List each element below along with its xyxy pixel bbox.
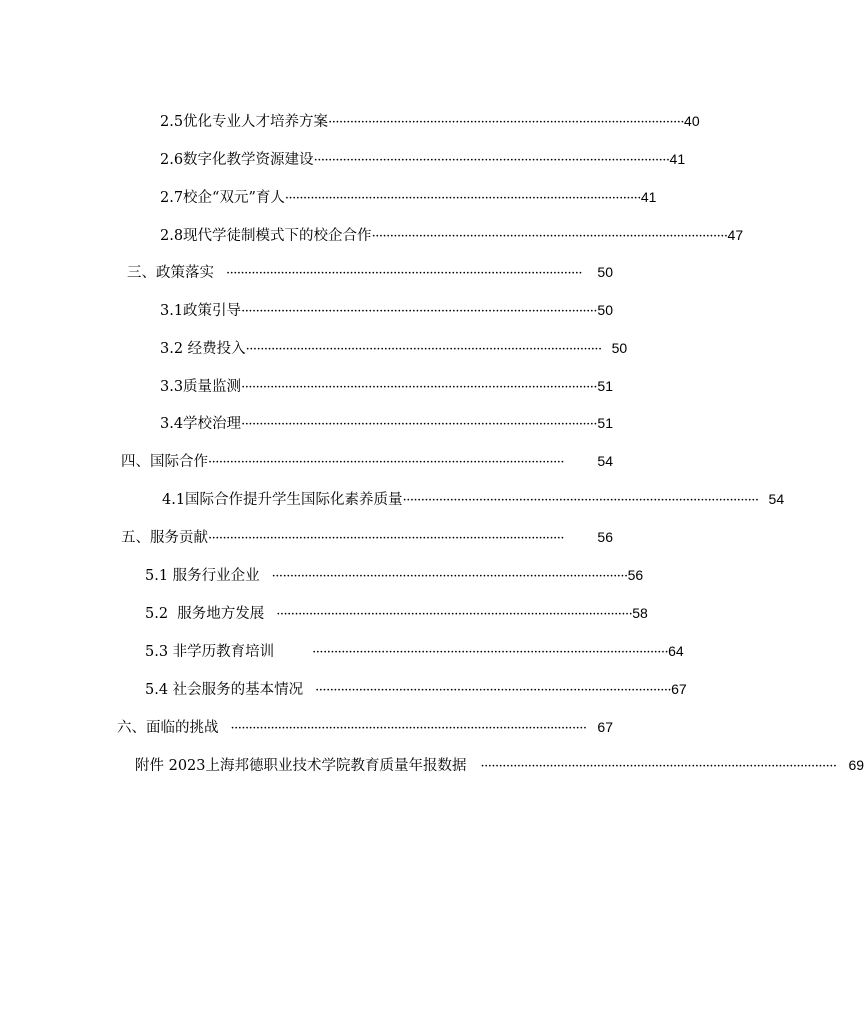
toc-page-number: 40 bbox=[684, 113, 700, 129]
toc-entry-label: 5.4 社会服务的基本情况 bbox=[145, 682, 304, 698]
toc-entry-label: 附件 2023上海邦德职业技术学院教育质量年报数据 bbox=[135, 758, 467, 774]
toc-page-number: 54 bbox=[768, 491, 785, 507]
toc-leader-dots: ·································································································· bbox=[208, 531, 564, 546]
toc-page-number: 64 bbox=[668, 643, 684, 659]
toc-entry-label: 2.8现代学徒制模式下的校企合作 bbox=[160, 228, 372, 244]
toc-page-number: 69 bbox=[848, 757, 864, 773]
toc-leader-dots: ·································································································· bbox=[402, 493, 759, 508]
toc-entry-label: 3.3质量监测 bbox=[160, 379, 242, 395]
toc-entry-label: 五、服务贡献 bbox=[121, 530, 208, 546]
toc-page-number: 54 bbox=[597, 453, 613, 469]
toc-entry-2-7[interactable] bbox=[160, 187, 657, 209]
toc-entry-label: 四、国际合作 bbox=[121, 454, 208, 470]
toc-entry-label: 3.2 经费投入 bbox=[160, 341, 246, 357]
toc-entry-label: 4.1国际合作提升学生国际化素养质量 bbox=[162, 492, 403, 508]
toc-entry-label: 三、政策落实 bbox=[127, 265, 214, 281]
toc-page-number: 50 bbox=[597, 302, 613, 318]
toc-entry-label: 2.5优化专业人才培养方案 bbox=[160, 114, 329, 130]
toc-entry-label: 2.7校企“双元”育人 bbox=[160, 190, 285, 206]
toc-entry-label: 2.6数字化教学资源建设 bbox=[160, 152, 314, 168]
toc-entry-section-4[interactable] bbox=[121, 451, 613, 473]
toc-entry-5-3[interactable] bbox=[145, 641, 684, 663]
toc-entry-label: 5.3 非学历教育培训 bbox=[145, 644, 275, 660]
toc-leader-dots: ·································································································· bbox=[480, 759, 837, 774]
toc-entry-4-1[interactable] bbox=[162, 489, 785, 511]
toc-entry-5-2[interactable] bbox=[145, 603, 648, 625]
toc-entry-3-3[interactable] bbox=[160, 376, 613, 398]
toc-entry-label: 3.4学校治理 bbox=[160, 416, 242, 432]
toc-entry-section-6[interactable] bbox=[117, 717, 613, 739]
toc-leader-dots: ·································································································· bbox=[313, 153, 670, 168]
toc-page-number: 51 bbox=[597, 415, 613, 431]
toc-leader-dots: ·································································································· bbox=[315, 683, 672, 698]
toc-entry-2-5[interactable] bbox=[160, 111, 700, 133]
toc-entry-label: 3.1政策引导 bbox=[160, 303, 242, 319]
toc-entry-label: 六、面临的挑战 bbox=[117, 720, 219, 736]
toc-leader-dots: ·································································································· bbox=[245, 342, 602, 357]
toc-page-number: 50 bbox=[611, 340, 628, 356]
toc-leader-dots: ·································································································· bbox=[276, 607, 633, 622]
toc-leader-dots: ·································································································· bbox=[230, 721, 587, 736]
toc-entry-2-8[interactable] bbox=[160, 225, 744, 247]
toc-entry-5-1[interactable] bbox=[145, 565, 644, 587]
toc-entry-label: 5.2 服务地方发展 bbox=[145, 606, 265, 622]
toc-leader-dots: ·································································································· bbox=[312, 645, 669, 660]
toc-page-number: 67 bbox=[671, 681, 687, 697]
toc-entry-appendix[interactable] bbox=[135, 755, 864, 777]
toc-page-number: 50 bbox=[597, 264, 613, 280]
toc-entry-section-5[interactable] bbox=[121, 527, 613, 549]
toc-page-number: 47 bbox=[727, 227, 744, 243]
toc-leader-dots: ·································································································· bbox=[328, 115, 685, 130]
toc-leader-dots: ·································································································· bbox=[208, 455, 564, 470]
toc-leader-dots: ·································································································· bbox=[241, 417, 598, 432]
toc-entry-5-4[interactable] bbox=[145, 679, 687, 701]
toc-leader-dots: ·································································································· bbox=[371, 229, 728, 244]
toc-leader-dots: ·································································································· bbox=[241, 304, 598, 319]
toc-entry-2-6[interactable] bbox=[160, 149, 686, 171]
toc-page-number: 58 bbox=[632, 605, 648, 621]
toc-page-number: 56 bbox=[627, 567, 644, 583]
toc-leader-dots: ·································································································· bbox=[271, 569, 628, 584]
toc-entry-section-3[interactable] bbox=[127, 262, 613, 284]
toc-entry-3-2[interactable] bbox=[160, 338, 628, 360]
toc-leader-dots: ·································································································· bbox=[284, 191, 641, 206]
toc-page-number: 51 bbox=[597, 378, 613, 394]
toc-leader-dots: ·································································································· bbox=[241, 380, 598, 395]
toc-entry-3-1[interactable] bbox=[160, 300, 613, 322]
toc-leader-dots: ·································································································· bbox=[226, 266, 582, 281]
toc-page-number: 56 bbox=[597, 529, 613, 545]
toc-page-number: 41 bbox=[669, 151, 686, 167]
toc-page-number: 41 bbox=[640, 189, 657, 205]
toc-entry-3-4[interactable] bbox=[160, 413, 613, 435]
toc-page-number: 67 bbox=[597, 719, 613, 735]
toc-entry-label: 5.1 服务行业企业 bbox=[145, 568, 260, 584]
